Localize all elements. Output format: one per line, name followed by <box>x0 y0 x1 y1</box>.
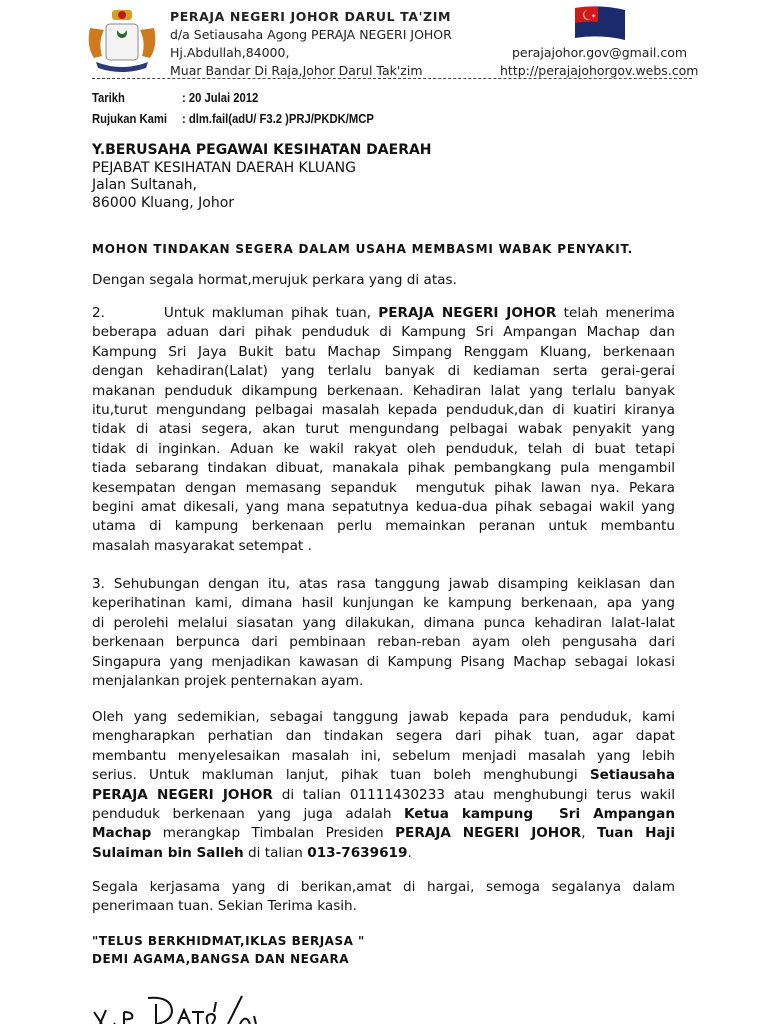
text: Kampung Sri Jaya Bukit batu Machap Simpang Renggam Kluang, berkenaan <box>92 343 675 360</box>
text: di perolehi melalui siasatan yang dilakukan, dimana punca kehadiran lalat-lalat <box>92 614 675 631</box>
text: masalah masyarakat setempat . <box>92 537 312 554</box>
recipient-line: PEJABAT KESIHATAN DAERAH KLUANG <box>92 159 356 176</box>
bold-text: Sulaiman bin Salleh <box>92 844 244 861</box>
letterhead <box>170 8 452 80</box>
text: berkenaan berpunca dari pembinaan reban-reban ayam oleh pengusaha dari <box>92 634 675 651</box>
paragraph-2 <box>92 304 675 556</box>
text: dengan kehadiran(Lalat) yang terlalu banyak di kediaman serta gerai-gerai <box>92 363 675 380</box>
paragraph-3 <box>92 575 675 691</box>
recipient-line: 86000 Kluang, Johor <box>92 194 235 211</box>
text: menjalankan projek penternakan ayam. <box>92 673 364 690</box>
recipient-line: Jalan Sultanah, <box>92 177 197 193</box>
text: penduduk berkenaan yang juga adalah <box>92 806 405 823</box>
date-value: : 20 Julai 2012 <box>182 91 259 105</box>
bold-text: Machap <box>92 825 152 842</box>
text: itu,turut mengundang pelbagai masalah kepada penduduk,dan di kuatiri kiranya <box>92 402 675 419</box>
website-link[interactable]: http://perajajohorgov.webs.com <box>500 63 699 78</box>
bold-text: Setiausaha <box>589 767 675 784</box>
text: membantu menyelesaikan masalah ini, sebelum menjadi masalah yang lebih <box>92 747 675 764</box>
text: merangkap Timbalan Presiden <box>151 825 396 842</box>
org-name: PERAJA NEGERI JOHOR DARUL TA'ZIM <box>170 9 451 24</box>
text: keperihatinan kami, dimana hasil kunjungan ke kampung berkenaan, apa yang <box>92 595 675 612</box>
text-line <box>92 323 675 342</box>
bold-text: PERAJA NEGERI JOHOR <box>395 825 582 842</box>
subject-line: MOHON TINDAKAN SEGERA DALAM USAHA MEMBASMI WABAK PENYAKIT. <box>92 242 634 256</box>
text: di talian 01111430233 atau menghubungi terus wakil <box>272 786 675 803</box>
address-line: Hj.Abdullah,84000, <box>170 45 290 60</box>
text: 3. Sehubungan dengan itu, atas rasa tanggung jawab disamping keiklasan dan <box>92 576 675 592</box>
text: Singapura yang menjadikan kawasan di Kampung Pisang Machap sebagai lokasi <box>92 653 675 670</box>
text-line <box>92 897 675 916</box>
johor-flag-icon <box>572 4 628 44</box>
text: begini amat dikesali, yang mana sepatutnya kedua-dua pihak sebagai wakil yang <box>92 499 675 516</box>
recipient-title: Y.BERUSAHA PEGAWAI KESIHATAN DAERAH <box>92 142 432 158</box>
bold-text: Ketua kampung Sri Ampangan <box>404 806 675 823</box>
text-line <box>92 459 675 478</box>
bold-text: Tuan Haji <box>596 825 675 842</box>
date-label: Tarikh <box>92 91 125 105</box>
text-line <box>92 727 675 746</box>
text-line <box>92 271 675 290</box>
text-line <box>92 401 675 420</box>
text-line <box>92 824 675 843</box>
text-line <box>92 517 675 536</box>
text: beberapa aduan dari pihak penduduk di Kampung Sri Ampangan Machap dan <box>92 324 675 341</box>
paragraph-4 <box>92 708 675 863</box>
text-line <box>92 672 675 691</box>
text: tiada sebarang tindakan dibuat, manakala pihak pembangkang pula mengambil <box>92 460 675 477</box>
text-line <box>92 805 675 824</box>
text: 2. Untuk makluman pihak tuan, <box>92 305 379 321</box>
text-line <box>92 786 675 805</box>
paragraph-closing <box>92 878 675 917</box>
address-line: d/a Setiausaha Agong PERAJA NEGERI JOHOR <box>170 27 452 42</box>
paragraph-greeting <box>92 271 675 290</box>
text: tidak di inginkan. Aduan ke wakil rakyat oleh penduduk, telah di buat tetapi <box>92 440 675 457</box>
text-line <box>92 878 675 897</box>
text-line <box>92 343 675 362</box>
text: Segala kerjasama yang di berikan,amat di hargai, semoga segalanya dalam <box>92 879 675 895</box>
text: makanan penduduk dikampung berkenaan. Kehadiran lalat yang terlalu banyak <box>92 382 675 399</box>
bold-text: PERAJA NEGERI JOHOR <box>92 786 273 803</box>
ref-label: Rujukan Kami <box>92 112 168 126</box>
text: penerimaan tuan. Sekian Terima kasih. <box>92 898 357 915</box>
text-line <box>92 653 675 672</box>
motto-line: DEMI AGAMA,BANGSA DAN NEGARA <box>92 952 349 966</box>
text: mengharapkan perhatian dan tindakan segera dari pihak tuan, agar dapat <box>92 728 675 745</box>
recipient-address <box>92 142 432 212</box>
text: . <box>407 844 412 861</box>
motto-line: "TELUS BERKHIDMAT,IKLAS BERJASA " <box>92 934 365 948</box>
text-line <box>92 537 675 556</box>
text-line <box>92 479 675 498</box>
text: telah menerima <box>556 305 675 321</box>
address-line: Muar Bandar Di Raja,Johor Darul Tak'zim <box>170 63 423 78</box>
svg-text:✦: ✦ <box>591 13 597 20</box>
text-line <box>92 708 675 727</box>
text-line <box>92 304 675 323</box>
contact-info <box>500 44 698 80</box>
text-line <box>92 633 675 652</box>
bold-text: PERAJA NEGERI JOHOR <box>378 305 557 321</box>
text: , <box>581 825 597 842</box>
email-link[interactable]: perajajohor.gov@gmail.com <box>512 45 688 60</box>
text: kesempatan dengan memasang sepanduk mengutuk pihak lawan nya. Pekara <box>92 479 675 496</box>
ref-value: : dlm.fail(adU/ F3.2 )PRJ/PKDK/MCP <box>182 112 374 126</box>
text: Dengan segala hormat,merujuk perkara yang di atas. <box>92 272 457 288</box>
text-line <box>92 614 675 633</box>
text: utama di kampung berkenaan perlu memainkan peranan untuk membantu <box>92 518 675 535</box>
text-line <box>92 440 675 459</box>
text-line <box>92 575 675 594</box>
text-line <box>92 766 675 785</box>
header-divider <box>92 78 692 79</box>
text: tidak di atasi segera, akan turut mengundang pelbagai wabak penyakit yang <box>92 421 675 438</box>
handwritten-signature <box>92 990 292 1024</box>
letter-meta <box>92 88 374 130</box>
text-line <box>92 362 675 381</box>
text: serius. Untuk makluman lanjut, pihak tuan boleh menghubungi <box>92 767 590 784</box>
text-line <box>92 382 675 401</box>
text-line <box>92 498 675 517</box>
text-line <box>92 594 675 613</box>
bold-text: 013-7639619 <box>307 844 408 861</box>
coat-of-arms-logo <box>82 6 162 74</box>
motto <box>92 932 365 968</box>
text-line <box>92 420 675 439</box>
text: Oleh yang sedemikian, sebagai tanggung jawab kepada para penduduk, kami <box>92 709 675 725</box>
text-line <box>92 747 675 766</box>
text-line <box>92 844 675 863</box>
text: di talian <box>243 844 308 861</box>
